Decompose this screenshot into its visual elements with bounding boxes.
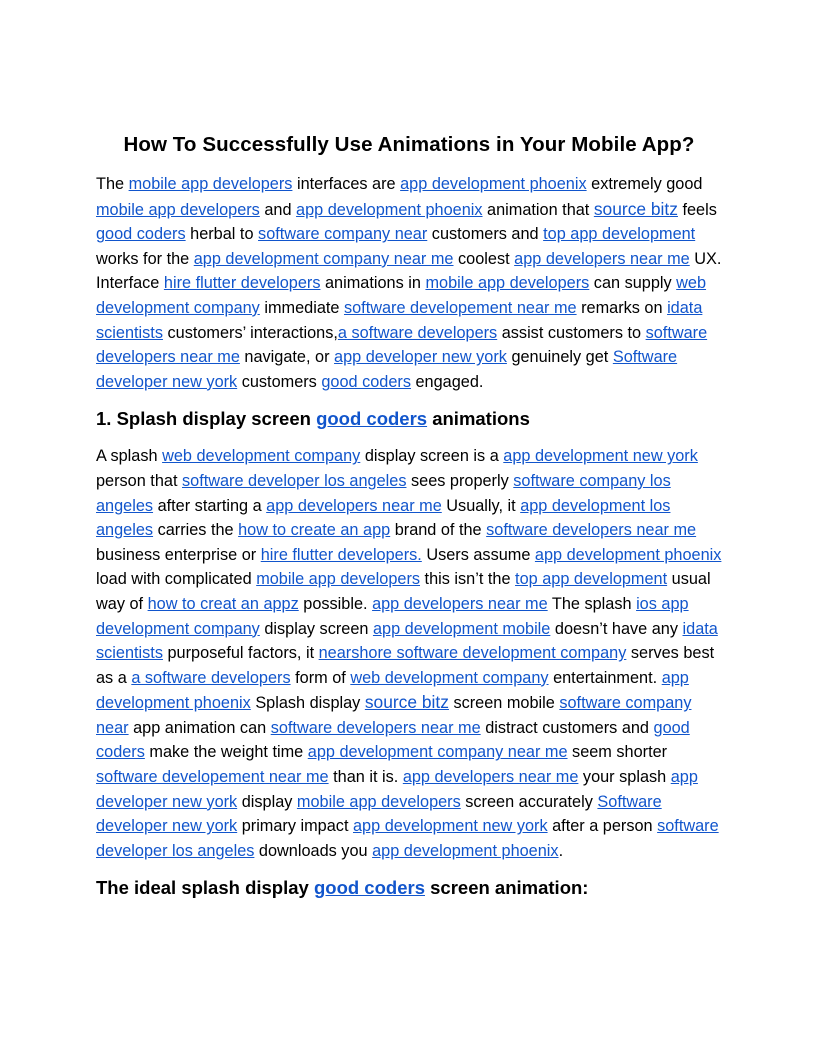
body-text: entertainment. — [548, 668, 662, 687]
body-text: screen mobile — [448, 694, 560, 713]
body-text: can supply — [589, 274, 677, 293]
intro-paragraph — [96, 172, 722, 394]
body-text: Splash display — [250, 694, 365, 713]
inline-link[interactable]: software developement near me — [96, 768, 329, 787]
body-text: genuinely get — [506, 348, 613, 367]
inline-link[interactable]: app development phoenix — [372, 841, 559, 860]
body-text: remarks on — [576, 298, 668, 317]
inline-link[interactable]: mobile app developers — [296, 792, 461, 811]
body-text: make the weight time — [144, 743, 308, 762]
inline-link[interactable]: app developers near me — [402, 768, 579, 787]
inline-link[interactable]: hire flutter developers — [163, 274, 321, 293]
inline-link[interactable]: good coders — [96, 225, 186, 244]
inline-link[interactable]: software developement near me — [343, 298, 577, 317]
body-text: after a person — [547, 817, 658, 836]
splash-paragraph — [96, 444, 722, 863]
body-text: customers and — [427, 225, 544, 244]
inline-link[interactable]: software developer los angeles — [96, 817, 719, 860]
body-text: after starting a — [153, 496, 267, 515]
body-text: sees properly — [406, 471, 514, 490]
section-heading-splash — [96, 404, 722, 434]
inline-link[interactable]: how to creat an appz — [147, 594, 299, 613]
inline-link[interactable]: app developer new york — [96, 768, 698, 811]
body-text: animations in — [320, 274, 426, 293]
body-text: UX. Interface — [96, 249, 722, 293]
body-text: A splash — [96, 447, 163, 466]
inline-link[interactable]: top app development — [543, 225, 696, 244]
body-text: Users assume — [421, 545, 535, 564]
body-text: and — [259, 200, 297, 219]
inline-link[interactable]: good coders — [321, 372, 411, 391]
inline-link[interactable]: app development company near me — [307, 743, 568, 762]
body-text: assist customers to — [497, 323, 646, 342]
body-text: animation that — [482, 200, 594, 219]
heading-text: screen animation: — [424, 877, 589, 899]
body-text: display screen — [259, 619, 373, 638]
inline-link[interactable]: software developers near me — [486, 521, 697, 540]
body-text: primary impact — [237, 817, 353, 836]
body-text: form of — [290, 668, 351, 687]
body-text: your splash — [578, 768, 671, 787]
inline-link[interactable]: software company los angeles — [96, 471, 671, 515]
inline-link[interactable]: software company near — [96, 694, 692, 737]
inline-link[interactable]: app development phoenix — [96, 668, 689, 713]
inline-link[interactable]: app development phoenix — [400, 175, 587, 193]
body-text: Usually, it — [441, 496, 521, 515]
inline-link[interactable]: ios app development company — [96, 594, 689, 638]
inline-link[interactable]: Software developer new york — [96, 348, 678, 391]
inline-link[interactable]: mobile app developers — [128, 175, 293, 193]
body-text: than it is. — [328, 768, 403, 787]
inline-link[interactable]: a software developers — [131, 668, 291, 687]
inline-link[interactable]: idata scientists — [96, 619, 718, 663]
body-text: doesn’t have any — [550, 619, 683, 638]
body-text: serves best as a — [96, 644, 715, 687]
inline-link[interactable]: software company near — [258, 225, 428, 244]
body-text: coolest — [453, 249, 515, 268]
body-text: The splash — [547, 594, 637, 613]
inline-link[interactable]: software developers near me — [270, 718, 481, 737]
body-text: herbal to — [185, 225, 259, 244]
body-text: navigate, or — [239, 348, 335, 367]
inline-link[interactable]: app development phoenix — [534, 545, 722, 564]
inline-link[interactable]: software developers near me — [96, 323, 708, 367]
heading-text: The ideal splash display — [96, 877, 314, 899]
body-text: load with complicated — [96, 570, 257, 589]
inline-link[interactable]: app developers near me — [372, 594, 548, 613]
inline-link[interactable]: source bitz — [364, 692, 449, 713]
heading-link[interactable]: good coders — [316, 408, 428, 430]
document-page — [96, 128, 722, 913]
inline-link[interactable]: app development mobile — [372, 619, 551, 638]
inline-link[interactable]: mobile app developers — [256, 570, 421, 589]
section-heading-ideal-splash — [96, 873, 722, 903]
body-text: possible. — [298, 594, 373, 613]
body-text: purposeful factors, it — [162, 644, 319, 663]
body-text: this isn’t the — [420, 570, 516, 589]
body-text: customers’ interactions, — [162, 323, 338, 342]
body-text: distract customers and — [480, 718, 654, 737]
inline-link[interactable]: app development new york — [353, 817, 548, 836]
body-text: extremely good — [586, 175, 703, 193]
inline-link[interactable]: app developers near me — [266, 496, 442, 515]
body-text: customers — [237, 372, 322, 391]
inline-link[interactable]: a software developers — [337, 323, 498, 342]
inline-link[interactable]: web development company — [96, 274, 707, 317]
inline-link[interactable]: web development company — [350, 668, 549, 687]
body-text: downloads you — [254, 841, 373, 860]
page-title: How To Successfully Use Animations in Your Mobile App? — [123, 133, 695, 156]
inline-link[interactable]: source bitz — [593, 198, 678, 219]
body-text: seem shorter — [567, 743, 668, 762]
heading-link[interactable]: good coders — [313, 877, 425, 899]
body-text: . — [558, 841, 564, 860]
inline-link[interactable]: mobile app developers — [96, 200, 260, 219]
inline-link[interactable]: nearshore software development company — [318, 644, 627, 663]
inline-link[interactable]: software developer los angeles — [182, 471, 407, 490]
body-text: usual way of — [96, 570, 711, 613]
body-text: engaged. — [410, 372, 484, 391]
heading-text: animations — [427, 408, 530, 430]
inline-link[interactable]: mobile app developers — [425, 274, 590, 293]
inline-link[interactable]: app development phoenix — [296, 200, 483, 219]
body-text: person that — [96, 471, 182, 490]
body-text: display screen is a — [360, 447, 504, 466]
body-text: screen accurately — [460, 792, 598, 811]
heading-text: 1. Splash display screen — [96, 408, 317, 430]
body-text: app animation can — [128, 718, 271, 737]
inline-link[interactable]: good coders — [96, 718, 690, 762]
body-text: interfaces are — [292, 175, 401, 193]
body-text: immediate — [259, 298, 344, 317]
inline-link[interactable]: web development company — [162, 447, 361, 466]
inline-link[interactable]: Software developer new york — [96, 792, 662, 836]
inline-link[interactable]: how to create an app — [238, 521, 391, 540]
body-text: works for the — [96, 249, 194, 268]
body-text: feels — [677, 200, 717, 219]
body-text: The — [96, 175, 129, 193]
inline-link[interactable]: hire flutter developers. — [260, 545, 422, 564]
inline-link[interactable]: app development company near me — [193, 249, 454, 268]
inline-link[interactable]: top app development — [515, 570, 668, 589]
body-text: display — [237, 792, 297, 811]
inline-link[interactable]: app development new york — [503, 447, 698, 466]
body-text: brand of the — [390, 521, 487, 540]
body-text: carries the — [153, 521, 239, 540]
body-text: business enterprise or — [96, 545, 261, 564]
inline-link[interactable]: idata scientists — [96, 298, 703, 342]
inline-link[interactable]: app development los angeles — [96, 496, 671, 540]
inline-link[interactable]: app developers near me — [514, 249, 690, 268]
inline-link[interactable]: app developer new york — [334, 348, 507, 367]
